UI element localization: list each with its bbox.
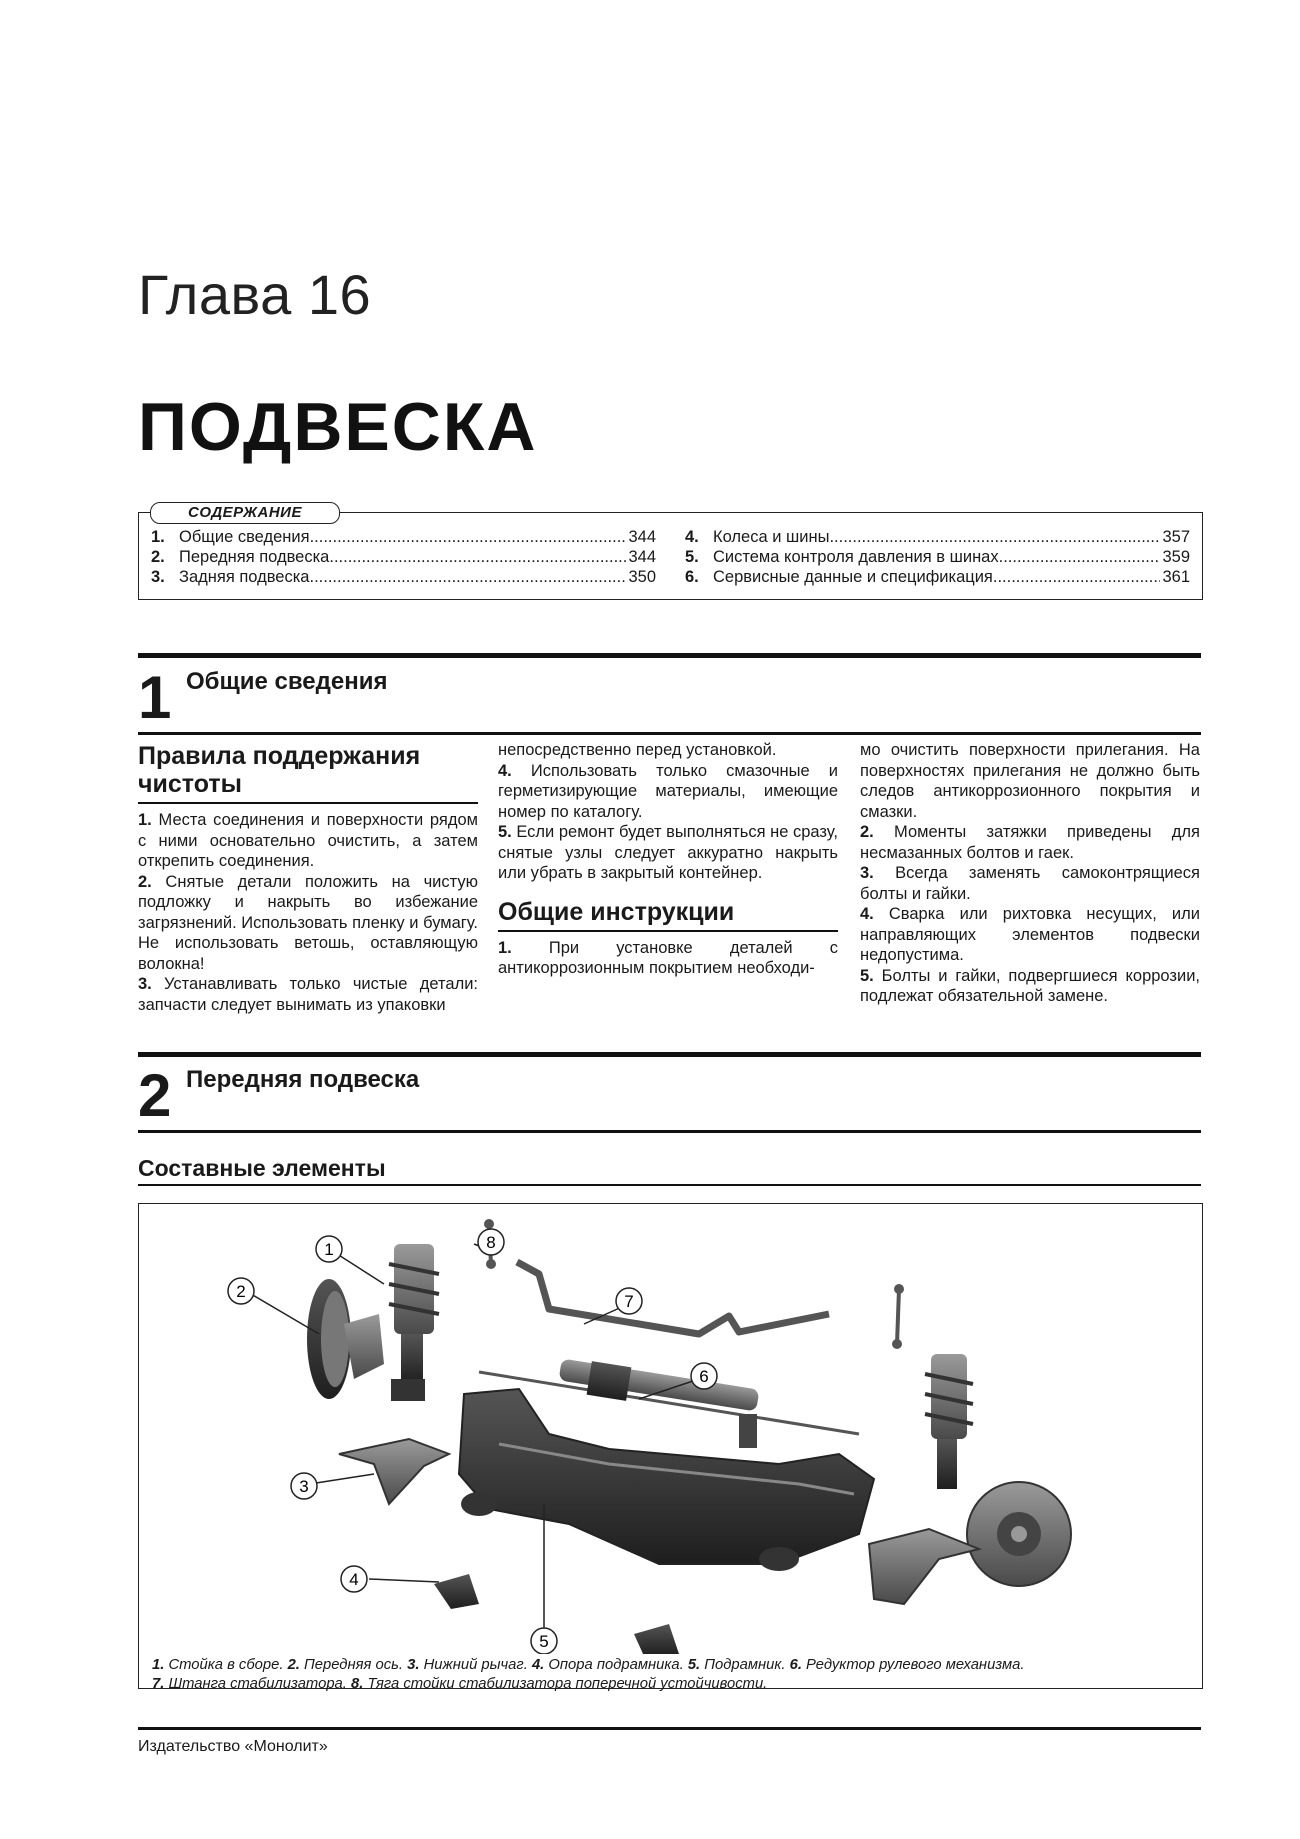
list-item: 2. Снятые детали положить на чистую подложку и накрыть во избежание загрязнений. Использовать пленку и бумагу. Не использовать ветошь, оставляющую волокна!: [138, 872, 478, 973]
section-rule: [138, 653, 1201, 658]
suspension-diagram: [139, 1204, 1202, 1654]
list-item: 5. Болты и гайки, подвергшиеся коррозии, подлежат обязательной замене.: [860, 966, 1200, 1005]
toc-heading: СОДЕРЖАНИЕ: [150, 502, 340, 524]
svg-text:8: 8: [486, 1233, 496, 1252]
figure-caption: 1. Стойка в сборе. 2. Передняя ось. 3. Нижний рычаг. 4. Опора подрамника. 5. Подрамник. 6. Редуктор рулевого механизма. 7. Штанга стабилизатора. 8. Тяга стойки стабилизатора поперечной устойчивости.: [152, 1657, 1025, 1692]
section-number: 2: [138, 1062, 172, 1129]
svg-text:5: 5: [539, 1632, 549, 1651]
section-number: 1: [138, 664, 172, 731]
list-item: 4. Использовать только смазочные и герметизирующие материалы, имеющие номер по каталогу.: [498, 761, 838, 821]
callout-7: [616, 1288, 642, 1314]
suspension-figure: [138, 1203, 1203, 1689]
toc-entry[interactable]: 5. Система контроля давления в шинах ..... 359: [685, 547, 1190, 567]
subsection-heading: Правила поддержания чистоты: [138, 742, 478, 804]
subsection-heading: Составные элементы: [138, 1155, 386, 1181]
toc-entry[interactable]: 3. Задняя подвеска ..... 350: [151, 567, 656, 587]
chapter-title: ПОДВЕСКА: [138, 389, 538, 465]
paragraph: непосредственно перед установкой.: [498, 741, 777, 759]
section-rule: [138, 732, 1201, 735]
lower-arm-right: [869, 1529, 979, 1604]
list-item: 4. Сварка или рихтовка несущих, или направляющих элементов подвески недопустима.: [860, 905, 1200, 964]
callout-5: [531, 1628, 557, 1654]
section-title: Передняя подвеска: [186, 1066, 420, 1093]
stabilizer-bar: [517, 1262, 829, 1334]
svg-text:1: 1: [324, 1240, 334, 1259]
subframe: [459, 1389, 874, 1571]
strut-assembly-right: [925, 1354, 973, 1489]
callout-3: [291, 1473, 317, 1499]
front-axle-disc-left: [307, 1279, 384, 1399]
svg-text:4: 4: [349, 1570, 359, 1589]
table-of-contents: [138, 512, 1203, 600]
text-column-2: [498, 740, 838, 979]
chapter-label: Глава 16: [138, 263, 372, 326]
lower-arm-left: [339, 1439, 449, 1504]
publisher: Издательство «Монолит»: [138, 1738, 328, 1755]
svg-text:3: 3: [299, 1477, 309, 1496]
section-rule: [138, 1052, 1201, 1057]
front-axle-disc-right: [967, 1482, 1071, 1586]
section-title: Общие сведения: [186, 668, 388, 695]
callout-6: [691, 1363, 717, 1389]
strut-assembly-left: [389, 1244, 439, 1401]
subsection-rule: [138, 1184, 1201, 1186]
text-column-1: [138, 742, 478, 1015]
callout-1: [316, 1236, 342, 1262]
toc-entry[interactable]: 4. Колеса и шины ..... 357: [685, 527, 1190, 547]
svg-text:7: 7: [624, 1292, 634, 1311]
toc-entry[interactable]: 6. Сервисные данные и спецификация ..... 361: [685, 567, 1190, 587]
list-item: 3. Устанавливать только чистые детали: запчасти следует вынимать из упаковки: [138, 975, 478, 1014]
list-item: 1. Места соединения и поверхности рядом с ними основательно очистить, а затем открепить соединения.: [138, 811, 478, 870]
subsection-heading: Общие инструкции: [498, 898, 838, 932]
svg-text:6: 6: [699, 1367, 709, 1386]
list-item: 1. При установке деталей с антикоррозионным покрытием необходи-: [498, 938, 838, 977]
toc-entry[interactable]: 2. Передняя подвеска ..... 344: [151, 547, 656, 567]
section-rule: [138, 1130, 1201, 1133]
callout-8: [478, 1229, 504, 1255]
footer-rule: [138, 1727, 1201, 1730]
list-item: 2. Моменты затяжки приведены для несмазанных болтов и гаек.: [860, 823, 1200, 862]
list-item: 5. Если ремонт будет выполняться не сразу, снятые узлы следует аккуратно накрыть или убрать в закрытый контейнер.: [498, 823, 838, 882]
list-item: 3. Всегда заменять самоконтрящиеся болты и гайки.: [860, 864, 1200, 903]
callout-2: [228, 1278, 254, 1304]
svg-text:2: 2: [236, 1282, 246, 1301]
stabilizer-link-right: [892, 1284, 904, 1349]
paragraph: мо очистить поверхности прилегания. На поверхностях прилегания не должно быть следов антикоррозионного покрытия и смазки.: [860, 741, 1200, 821]
callout-4: [341, 1566, 367, 1592]
text-column-3: [860, 740, 1200, 1007]
toc-entry[interactable]: 1. Общие сведения ..... 344: [151, 527, 656, 547]
